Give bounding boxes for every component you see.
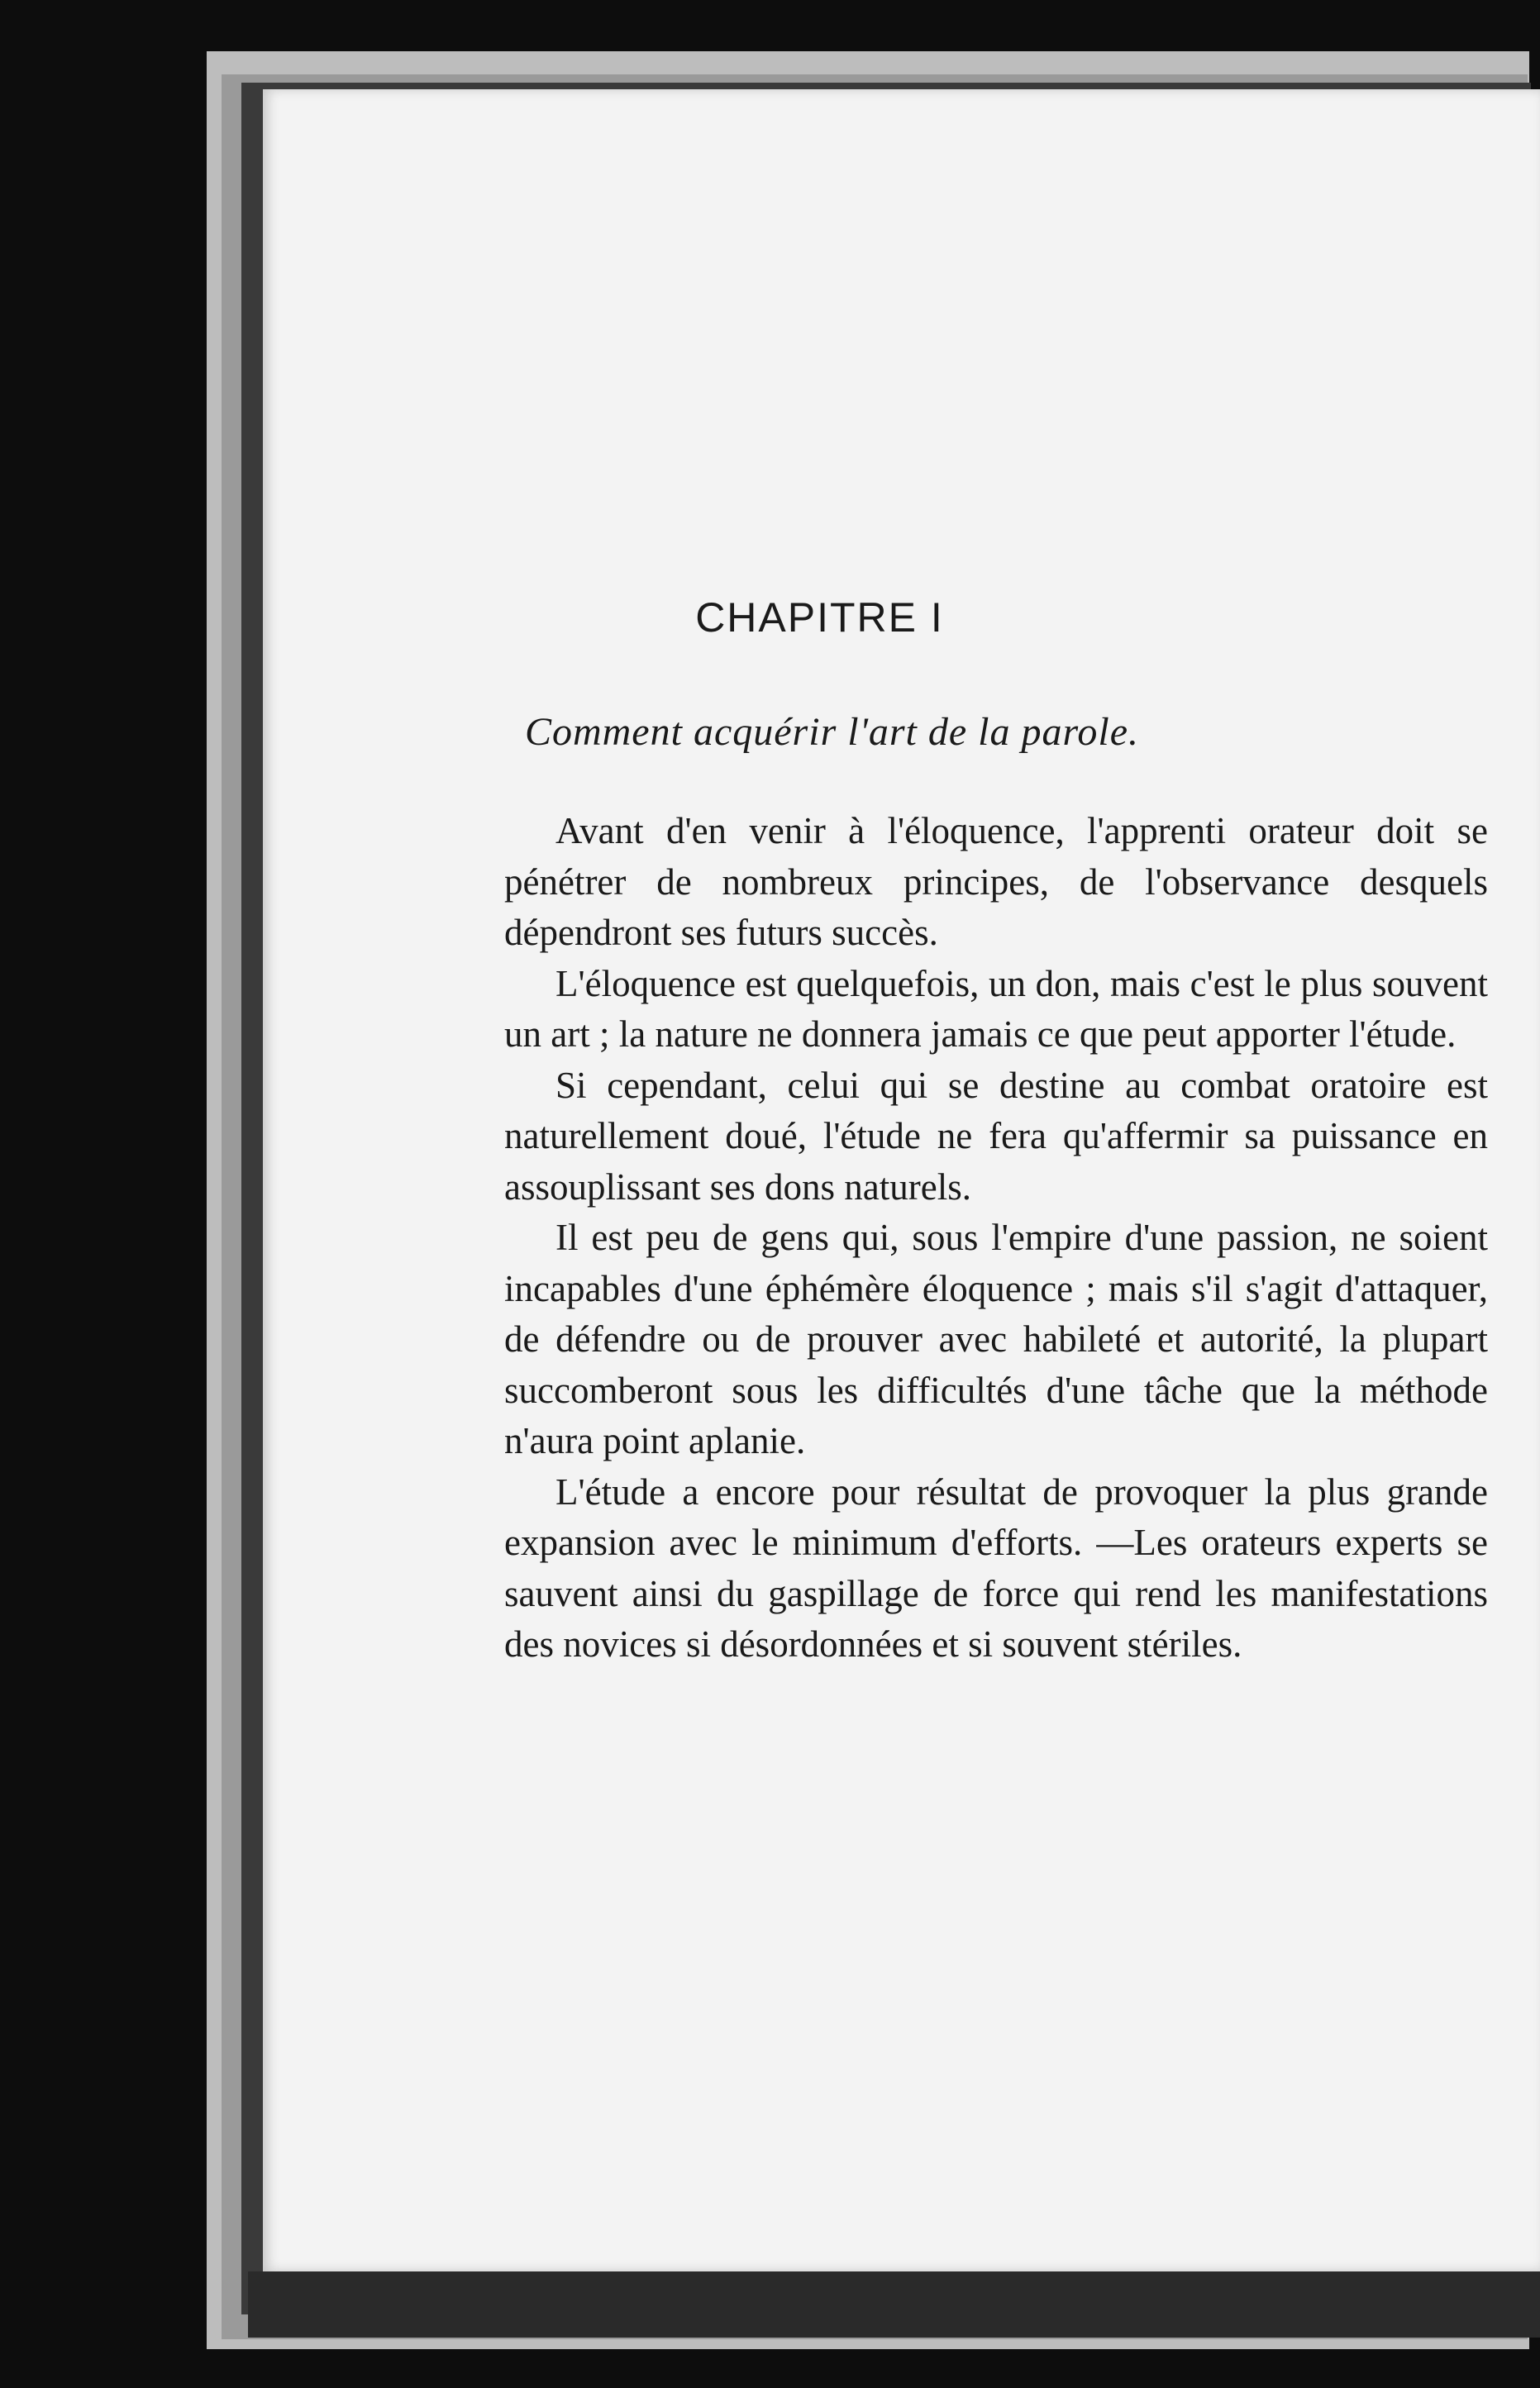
paragraph-2: L'éloquence est quelquefois, un don, mais c'est le plus souvent un art ; la nature ne donnera jamais ce que peut apporter l'étude. <box>504 962 1488 1055</box>
chapter-title: CHAPITRE I <box>695 594 944 641</box>
chapter-subtitle: Comment acquérir l'art de la parole. <box>524 710 1140 754</box>
body-text <box>504 806 1488 1671</box>
paragraph-1: Avant d'en venir à l'éloquence, l'apprenti orateur doit se pénétrer de nombreux principes, de l'observance desquels dépendront ses futurs succès. <box>504 810 1488 953</box>
bottom-scan-edge <box>248 2271 1540 2338</box>
paragraph-4: Il est peu de gens qui, sous l'empire d'une passion, ne soient incapables d'une éphémère éloquence ; mais s'il s'agit d'attaquer, de défendre ou de prouver avec habileté et autorité, la plupart succomberont sous les difficultés d'une tâche que la méthode n'aura point aplanie. <box>504 1217 1488 1461</box>
paragraph-3: Si cependant, celui qui se destine au combat oratoire est naturellement doué, l'étude ne fera qu'affermir sa puissance en assouplissant ses dons naturels. <box>504 1064 1488 1208</box>
paragraph-5: L'étude a encore pour résultat de provoquer la plus grande expansion avec le minimum d'efforts. —Les orateurs experts se sauvent ainsi du gaspillage de force qui rend les manifestations des novices si désordonnées et si souvent stériles. <box>504 1470 1488 1665</box>
